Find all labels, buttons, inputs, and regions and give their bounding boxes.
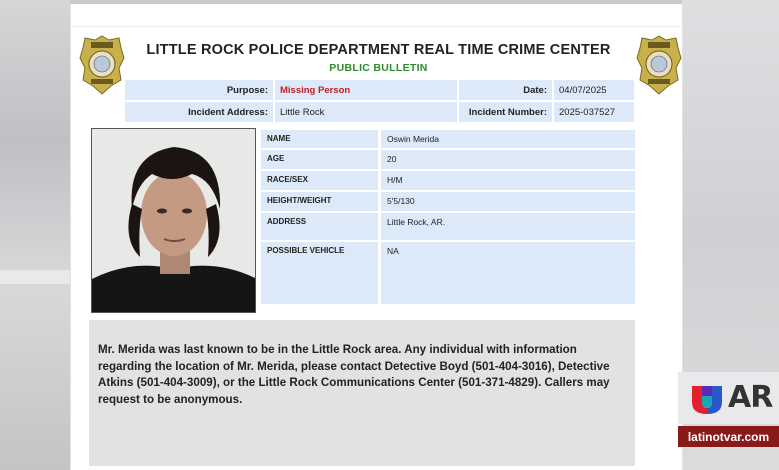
detail-row-age (261, 150, 635, 169)
date-value: 04/07/2025 (554, 80, 634, 100)
broadcaster-logo-text: AR (728, 380, 773, 415)
vehicle-value: NA (381, 242, 635, 304)
photo-illustration (92, 129, 256, 313)
name-label: NAME (261, 130, 378, 148)
incident-number-value: 2025-037527 (554, 102, 634, 122)
top-divider (71, 26, 682, 27)
age-label: AGE (261, 150, 378, 169)
purpose-label: Purpose: (125, 80, 273, 100)
address-value: Little Rock, AR. (381, 213, 635, 240)
detail-row-height-weight (261, 192, 635, 211)
address-label: ADDRESS (261, 213, 378, 240)
detail-row-vehicle (261, 242, 635, 304)
broadcaster-logo (678, 372, 779, 424)
bulletin-subtitle: PUBLIC BULLETIN (329, 62, 428, 74)
summary-row-address (125, 102, 634, 122)
summary-row-purpose (125, 80, 634, 100)
detail-row-race (261, 171, 635, 190)
police-badge-icon (636, 34, 682, 96)
race-sex-label: RACE/SEX (261, 171, 378, 190)
purpose-value: Missing Person (275, 80, 457, 100)
incident-address-label: Incident Address: (125, 102, 273, 122)
age-value: 20 (381, 150, 635, 169)
person-details (261, 130, 635, 306)
name-value: Oswin Merida (381, 130, 635, 148)
bulletin-title: LITTLE ROCK POLICE DEPARTMENT REAL TIME CRIME CENTER (146, 42, 611, 58)
background-left (0, 0, 70, 470)
incident-number-label: Incident Number: (459, 102, 552, 122)
race-sex-value: H/M (381, 171, 635, 190)
date-label: Date: (459, 80, 552, 100)
height-weight-label: HEIGHT/WEIGHT (261, 192, 378, 211)
vehicle-label: POSSIBLE VEHICLE (261, 242, 378, 304)
detail-row-address (261, 213, 635, 240)
person-photo (91, 128, 256, 313)
police-badge-icon (79, 34, 125, 96)
detail-row-name (261, 130, 635, 148)
height-weight-value: 5'5/130 (381, 192, 635, 211)
bulletin-narrative: Mr. Merida was last known to be in the Little Rock area. Any individual with information regarding the location of Mr. Merida, please contact Detective Boyd (501-404-3016), Detective Atkins (501-404-3009), or the Little Rock Communications Center (501-371-4829). Callers may request to be anonymous. (89, 320, 635, 466)
bulletin-sheet (70, 4, 683, 470)
broadcaster-url: latinotvar.com (678, 426, 779, 447)
background-stripe (0, 270, 70, 284)
univision-logo-icon (690, 382, 724, 416)
incident-address-value: Little Rock (275, 102, 457, 122)
